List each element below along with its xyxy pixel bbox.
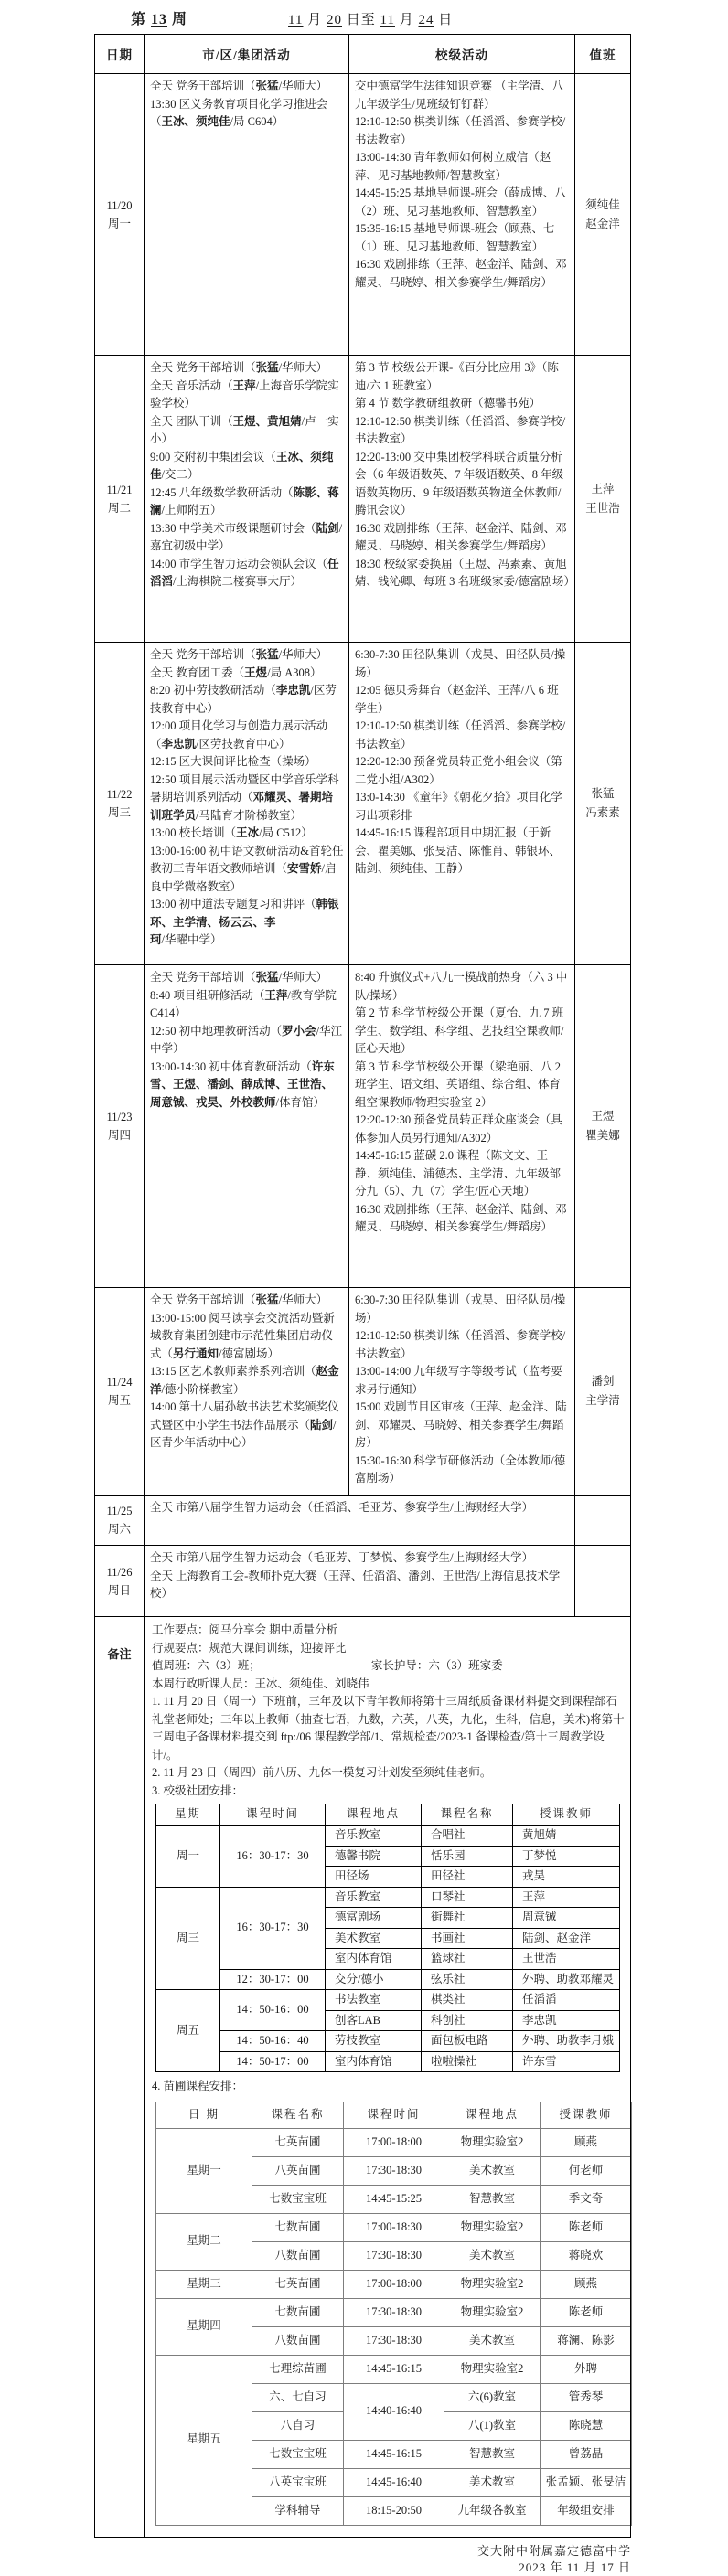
dates-text: 日 (434, 13, 454, 27)
date-cell (95, 356, 145, 643)
table-cell: 许东雪 (513, 2051, 620, 2072)
conduct-points-line: 行规要点：规范大课间训练，迎接评比 (152, 1641, 347, 1655)
dates-number: 11 (380, 13, 395, 27)
table-cell: 张孟颖、张旻洁 (541, 2468, 632, 2496)
table-cell: 17:30-18:30 (344, 2326, 444, 2355)
table-cell: 劳技教室 (326, 2031, 422, 2052)
dates-number: 24 (418, 13, 434, 27)
table-cell: 外聘、助教李月娥 (513, 2031, 620, 2052)
date-value: 11/23 (106, 1111, 133, 1123)
page-footer (0, 2543, 631, 2576)
table-cell: 任滔滔 (513, 1990, 620, 2011)
week-text: 第 (131, 12, 152, 27)
activity-entry: 12:20-13:00 交中集团校学科联合质量分析会（6 年级语数英、7 年级语数英、8 年级语数英物历、9 年级语数英物道全体教师/腾讯会议） (355, 450, 564, 516)
table-cell: 美术教室 (444, 2326, 541, 2355)
table-cell: 曾荔晶 (541, 2440, 632, 2468)
district-activities-cell (145, 74, 349, 356)
issue-date: 2023 年 11 月 17 日 (519, 2560, 631, 2574)
activity-entry: 15:35-16:15 基地导师课-班会（顾燕、七（1）班、见习基地教师、智慧教室） (355, 222, 555, 253)
table-cell: 音乐教室 (326, 1826, 422, 1847)
activity-entry: 15:00 戏剧节目区审核（王萍、赵金洋、陆剑、邓耀灵、马晓婷、相关参赛学生/舞蹈房） (355, 1400, 567, 1449)
table-row (156, 1887, 620, 1908)
table-row (156, 2298, 632, 2326)
table-cell: 美术教室 (444, 2156, 541, 2185)
activity-entry: 12:45 八年级数学教研活动（陈影、蒋澜/上师附五） (150, 485, 339, 516)
table-cell: 学科辅导 (252, 2496, 344, 2525)
note-item-2: 2. 11 月 23 日（周四）前八历、九体一模复习计划发至须纯佳老师。 (152, 1766, 492, 1779)
table-cell: 16：30-17：30 (220, 1887, 326, 1969)
activity-entry: 6:30-7:30 田径队集训（戎昊、田径队员/操场） (355, 648, 566, 679)
col-header-district-activities: 市/区/集团活动 (145, 35, 349, 74)
table-cell: 街舞社 (422, 1908, 513, 1929)
table-cell: 14:45-16:15 (344, 2440, 444, 2468)
table-cell: 七数苗圃 (252, 2213, 344, 2241)
remarks-label: 备注 (95, 1617, 145, 2538)
activity-entry: 13:15 区艺术教师素养系列培训（赵金洋/德小阶梯教室） (150, 1365, 339, 1396)
table-cell: 14：50-17：00 (220, 2051, 326, 2072)
merged-activities-cell (145, 1546, 575, 1617)
column-header: 授课教师 (541, 2102, 632, 2128)
table-cell: 周三 (156, 1887, 220, 1990)
parent-escort: 家长护导：六（3）班家委 (370, 1659, 503, 1672)
activity-entry: 9:00 交附初中集团会议（王冰、须纯佳/交二） (150, 450, 334, 481)
activity-entry: 6:30-7:30 田径队集训（戎昊、田径队员/操场） (355, 1293, 566, 1325)
activity-entry: 12:00 项目化学习与创造力展示活动（李忠凯/区劳技教育中心） (150, 719, 328, 750)
date-value: 11/21 (106, 483, 133, 496)
table-cell: 14:45-16:40 (344, 2468, 444, 2496)
date-cell (95, 1546, 145, 1617)
date-cell (95, 1496, 145, 1546)
column-header: 课程名称 (422, 1804, 513, 1826)
activity-entry: 全天 音乐活动（王萍/上海音乐学院实验学校） (150, 378, 339, 410)
duty-cell (575, 1546, 631, 1617)
school-activities-cell (349, 1288, 575, 1496)
activity-entry: 全天 上海教育工会-教师扑克大赛（王萍、任滔滔、潘剑、王世浩/上海信息技术学校） (150, 1569, 561, 1600)
weekday-value: 周二 (107, 501, 131, 515)
table-cell: 王世浩 (513, 1949, 620, 1970)
table-row (156, 2031, 620, 2052)
duty-name: 须纯佳 (585, 197, 620, 211)
duty-name: 主学清 (585, 1394, 620, 1407)
duty-cell (575, 356, 631, 643)
table-cell: 星期三 (156, 2270, 252, 2298)
table-cell: 六(6)教室 (444, 2383, 541, 2411)
activity-entry: 13:00-16:00 初中语文教研活动&首轮任教初三青年语文教师培训（安雪娇/启良中学微格教室） (150, 844, 344, 893)
table-cell: 德馨书院 (326, 1846, 422, 1867)
duty-name: 瞿美娜 (585, 1129, 620, 1142)
table-cell: 美术教室 (444, 2468, 541, 2496)
table-cell: 音乐教室 (326, 1887, 422, 1908)
duty-cell (575, 965, 631, 1288)
nursery-schedule-table (155, 2102, 632, 2526)
table-cell: 周意铖 (513, 1908, 620, 1929)
table-cell: 美术教室 (326, 1928, 422, 1949)
table-cell: 八自习 (252, 2411, 344, 2440)
date-value: 11/22 (106, 788, 133, 801)
title-bar (94, 7, 654, 28)
table-cell: 17:30-18:30 (344, 2156, 444, 2185)
note-item-1: 1. 11 月 20 日（周一）下班前，三年及以下青年教师将第十三周纸质备课材料提交到课程部石礼堂老师处；三年以上教师（抽查七语，九数，六英，八英，九化，生科，信息，美术)将第十三周电子备课材料提交到 ftp:/06 课程教学部/1、常规检查/2023-1 备课检查/第十三周教学设计/。 (152, 1695, 625, 1762)
page-title-week (131, 7, 187, 28)
table-cell: 陈老师 (541, 2213, 632, 2241)
date-cell (95, 74, 145, 356)
table-cell: 科创社 (422, 2010, 513, 2031)
week-duty-class: 值周班：六（3）班； (152, 1659, 261, 1672)
table-row (156, 2128, 632, 2156)
table-cell: 17:00-18:00 (344, 2270, 444, 2298)
activity-entry: 8:20 初中劳技教研活动（李忠凯/区劳技教育中心） (150, 684, 337, 715)
table-cell: 14:40-16:40 (344, 2383, 444, 2440)
table-cell: 七数苗圃 (252, 2298, 344, 2326)
district-activities-cell (145, 356, 349, 643)
activity-entry: 13:00-14:30 初中体育教研活动（许东雪、王煜、潘剑、薛成博、王世浩、周意铖、戎昊、外校教师/体育馆） (150, 1059, 335, 1109)
duty-name: 王萍 (591, 482, 615, 495)
table-cell: 14:45-15:25 (344, 2185, 444, 2213)
club-schedule-label: 3. 校级社团安排： (152, 1783, 244, 1797)
date-value: 11/24 (106, 1376, 133, 1389)
week-text: 周 (167, 12, 188, 27)
col-header-school-activities: 校级活动 (349, 35, 575, 74)
table-cell: 篮球社 (422, 1949, 513, 1970)
table-cell: 物理实验室2 (444, 2270, 541, 2298)
table-cell: 周一 (156, 1826, 220, 1888)
table-cell: 17:00-18:00 (344, 2128, 444, 2156)
table-cell: 外聘、助教邓耀灵 (513, 1969, 620, 1990)
duty-cell (575, 643, 631, 965)
activity-entry: 14:45-15:25 基地导师课-班会（薛成博、八（2）班、见习基地教师、智慧教室） (355, 186, 566, 218)
activity-entry: 13:0-14:30 《童年》《朝花夕拾》项目化学习出项彩排 (355, 791, 562, 822)
schedule-row (95, 1288, 631, 1496)
table-cell: 星期五 (156, 2355, 252, 2525)
table-cell: 外聘 (541, 2355, 632, 2383)
table-cell: 星期一 (156, 2128, 252, 2213)
activity-entry: 12:10-12:50 棋类训练（任滔滔、参赛学校/书法教室） (355, 1329, 566, 1360)
activity-entry: 13:00 初中道法专题复习和讲评（韩银环、主学清、杨云云、李珂/华曜中学） (150, 898, 339, 946)
table-cell: 管秀琴 (541, 2383, 632, 2411)
date-cell (95, 965, 145, 1288)
column-header: 日 期 (156, 2102, 252, 2128)
school-activities-cell (349, 965, 575, 1288)
table-cell: 智慧教室 (444, 2440, 541, 2468)
table-row (156, 1826, 620, 1847)
table-cell: 戎昊 (513, 1867, 620, 1888)
activity-entry: 第 3 节 校级公开课-《百分比应用 3》（陈迪/六 1 班教室） (355, 361, 559, 392)
column-header: 课程时间 (344, 2102, 444, 2128)
table-cell: 棋类社 (422, 1990, 513, 2011)
duty-name: 张猛 (591, 787, 615, 800)
table-cell: 九年级各教室 (444, 2496, 541, 2525)
duty-class-line (152, 1657, 625, 1676)
activity-entry: 16:30 戏剧排练（王萍、赵金洋、陆剑、邓耀灵、马晓婷、相关参赛学生/舞蹈房） (355, 258, 567, 289)
page-title-dates (288, 9, 453, 28)
column-header: 星期 (156, 1804, 220, 1826)
column-header: 课程名称 (252, 2102, 344, 2128)
table-cell: 12：30-17：00 (220, 1969, 326, 1990)
activity-entry: 16:30 戏剧排练（王萍、赵金洋、陆剑、邓耀灵、马晓婷、相关参赛学生/舞蹈房） (355, 521, 567, 552)
table-cell: 王萍 (513, 1887, 620, 1908)
remarks-row (95, 1617, 631, 2538)
table-cell: 物理实验室2 (444, 2355, 541, 2383)
work-points-line: 工作要点：阅马分享会 期中质量分析 (152, 1623, 338, 1636)
table-cell: 德富剧场 (326, 1908, 422, 1929)
table-cell: 弦乐社 (422, 1969, 513, 1990)
activity-entry: 全天 党务干部培训（张猛/华师大） (150, 361, 328, 374)
table-cell: 蒋晓欢 (541, 2241, 632, 2270)
table-cell: 物理实验室2 (444, 2213, 541, 2241)
table-cell: 七数宝宝班 (252, 2440, 344, 2468)
table-cell: 室内体育馆 (326, 1949, 422, 1970)
table-cell: 田径场 (326, 1867, 422, 1888)
activity-entry: 第 3 节 科学节校级公开课（梁艳丽、八 2 班学生、语文组、英语组、综合组、体育组空课教师/物理实验室 2） (355, 1059, 562, 1109)
activity-entry: 第 4 节 数学教研组教研（德馨书苑） (355, 397, 541, 410)
weekday-value: 周一 (107, 217, 131, 230)
duty-name: 王煜 (591, 1110, 615, 1123)
date-value: 11/25 (106, 1505, 133, 1517)
activity-entry: 13:00-15:00 阅马读享会交流活动暨新城教育集团创建市示范性集团启动仪式（另行通知/德富剧场） (150, 1311, 335, 1360)
activity-entry: 全天 市第八届学生智力运动会（毛亚芳、丁梦悦、参赛学生/上海财经大学） (150, 1551, 534, 1564)
table-cell: 陈晓慧 (541, 2411, 632, 2440)
club-schedule-table (155, 1804, 620, 2072)
schedule-row (95, 356, 631, 643)
table-cell: 18:15-20:50 (344, 2496, 444, 2525)
school-activities-cell (349, 74, 575, 356)
activity-entry: 全天 党务干部培训（张猛/华师大） (150, 1293, 328, 1306)
table-cell: 蒋澜、陈影 (541, 2326, 632, 2355)
dates-number: 11 (288, 13, 304, 27)
activity-entry: 12:15 区大课间评比检查（操场） (150, 755, 316, 768)
date-value: 11/26 (106, 1565, 133, 1579)
table-cell: 陆剑、赵金洋 (513, 1928, 620, 1949)
activity-entry: 13:30 区义务教育项目化学习推进会（王冰、须纯佳/局 C604） (150, 97, 328, 128)
activity-entry: 14:45-16:15 蓝碳 2.0 课程（陈文文、王静、须纯佳、浦德杰、主学清、九年级部分九（5）、九（7）学生/匠心天地） (355, 1149, 562, 1198)
activity-entry: 12:50 项目展示活动暨区中学音乐学科暑期培训系列活动（邓耀灵、暑期培训班学员/马陆育才阶梯教室） (150, 772, 339, 822)
activity-entry: 12:10-12:50 棋类训练（任滔滔、参赛学校/书法教室） (355, 414, 566, 445)
dates-text: 日至 (342, 13, 380, 27)
column-header: 课程地点 (444, 2102, 541, 2128)
date-cell (95, 1288, 145, 1496)
district-activities-cell (145, 1288, 349, 1496)
activity-entry: 全天 市第八届学生智力运动会（任滔滔、毛亚芳、参赛学生/上海财经大学） (150, 1501, 534, 1514)
duty-name: 赵金洋 (585, 217, 620, 230)
table-cell: 14：50-16：40 (220, 2031, 326, 2052)
column-header: 授课教师 (513, 1804, 620, 1826)
class-observers-line: 本周行政听课人员：王冰、须纯佳、刘晓伟 (152, 1677, 369, 1690)
table-cell: 七理综苗圃 (252, 2355, 344, 2383)
table-cell: 16：30-17：30 (220, 1826, 326, 1888)
table-row (156, 2051, 620, 2072)
table-cell: 七英苗圃 (252, 2270, 344, 2298)
district-activities-cell (145, 965, 349, 1288)
schedule-row (95, 965, 631, 1288)
table-cell: 陈老师 (541, 2298, 632, 2326)
table-cell: 合唱社 (422, 1826, 513, 1847)
merged-activities-cell (145, 1496, 575, 1546)
table-cell: 顾燕 (541, 2128, 632, 2156)
table-row (156, 1969, 620, 1990)
activity-entry: 14:00 市学生智力运动会领队会议（任滔滔/上海棋院二楼赛事大厅） (150, 557, 339, 588)
table-cell: 美术教室 (444, 2241, 541, 2270)
col-header-duty: 值班 (575, 35, 631, 74)
activity-entry: 8:40 升旗仪式+八九一模战前热身（六 3 中队/操场） (355, 971, 568, 1002)
table-cell: 六、七自习 (252, 2383, 344, 2411)
date-cell (95, 643, 145, 965)
table-cell: 李忠凯 (513, 2010, 620, 2031)
activity-entry: 16:30 戏剧排练（王萍、赵金洋、陆剑、邓耀灵、马晓婷、相关参赛学生/舞蹈房） (355, 1202, 567, 1233)
weekday-value: 周四 (107, 1129, 131, 1142)
weekday-value: 周三 (107, 806, 131, 819)
table-cell: 室内体育馆 (326, 2051, 422, 2072)
activity-entry: 13:00-14:00 九年级写字等级考试（监考要求另行通知） (355, 1365, 562, 1396)
school-activities-cell (349, 643, 575, 965)
dates-number: 20 (327, 13, 342, 27)
table-cell: 口琴社 (422, 1887, 513, 1908)
table-cell: 八数苗圃 (252, 2241, 344, 2270)
duty-cell (575, 74, 631, 356)
table-cell: 创客LAB (326, 2010, 422, 2031)
activity-entry: 全天 教育团工委（王煜/局 A308） (150, 665, 322, 679)
table-cell: 14：50-16：00 (220, 1990, 326, 2031)
table-cell: 周五 (156, 1990, 220, 2072)
weekday-value: 周六 (107, 1523, 131, 1536)
table-cell: 田径社 (422, 1867, 513, 1888)
table-cell: 七数宝宝班 (252, 2185, 344, 2213)
nursery-schedule-label: 4. 苗圃课程安排： (152, 2080, 244, 2092)
schedule-row (95, 1546, 631, 1617)
table-cell: 星期二 (156, 2213, 252, 2270)
table-cell: 何老师 (541, 2156, 632, 2185)
dates-text: 月 (303, 13, 327, 27)
activity-entry: 12:20-12:30 预备党员转正群众座谈会（具体参加人员另行通知/A302） (355, 1113, 562, 1144)
table-cell: 啦啦操社 (422, 2051, 513, 2072)
activity-entry: 第 2 节 科学节校级公开课（夏怡、九 7 班学生、数学组、科学组、艺技组空课教师/匠心天地） (355, 1006, 564, 1055)
table-cell: 年级组安排 (541, 2496, 632, 2525)
table-row (156, 1990, 620, 2011)
activity-entry: 全天 党务干部培训（张猛/华师大） (150, 648, 328, 661)
table-cell: 书法教室 (326, 1990, 422, 2011)
table-cell: 17:30-18:30 (344, 2298, 444, 2326)
duty-name: 王世浩 (585, 501, 620, 515)
activity-entry: 全天 党务干部培训（张猛/华师大） (150, 80, 328, 92)
activity-entry: 12:05 德贝秀舞台（赵金洋、王萍/八 6 班学生） (355, 684, 559, 715)
table-row (156, 2213, 632, 2241)
activity-entry: 12:50 初中地理教研活动（罗小会/华江中学） (150, 1024, 343, 1055)
duty-cell (575, 1288, 631, 1496)
activity-entry: 13:00-14:30 青年教师如何树立威信（赵萍、见习基地教师/智慧教室） (355, 151, 551, 182)
week-number: 13 (151, 12, 168, 27)
col-header-date: 日期 (95, 35, 145, 74)
table-cell: 14:45-16:15 (344, 2355, 444, 2383)
table-cell: 八数苗圃 (252, 2326, 344, 2355)
table-row (156, 2355, 632, 2383)
table-cell: 顾燕 (541, 2270, 632, 2298)
table-header-row (156, 1804, 620, 1826)
activity-entry: 12:10-12:50 棋类训练（任滔滔、参赛学校/书法教室） (355, 115, 566, 146)
table-cell: 八英宝宝班 (252, 2468, 344, 2496)
table-cell: 物理实验室2 (444, 2298, 541, 2326)
table-cell: 17:30-18:30 (344, 2241, 444, 2270)
activity-entry: 全天 团队干训（王煜、黄旭婧/卢一实小） (150, 414, 339, 445)
schedule-header-row (95, 35, 631, 74)
table-cell: 交分/德小 (326, 1969, 422, 1990)
activity-entry: 15:30-16:30 科学节研修活动（全体教师/德富剧场） (355, 1453, 566, 1485)
activity-entry: 全天 党务干部培训（张猛/华师大） (150, 971, 328, 984)
table-cell: 丁梦悦 (513, 1846, 620, 1867)
remarks-content (145, 1617, 631, 2538)
activity-entry: 13:30 中学美术市级课题研讨会（陆剑/嘉宜初级中学） (150, 521, 343, 552)
table-cell: 季文奇 (541, 2185, 632, 2213)
table-cell: 恬乐园 (422, 1846, 513, 1867)
activity-entry: 13:00 校长培训（王冰/局 C512） (150, 826, 313, 839)
weekly-schedule-table (94, 34, 631, 2538)
table-cell: 物理实验室2 (444, 2128, 541, 2156)
table-row (156, 2270, 632, 2298)
table-cell: 星期四 (156, 2298, 252, 2355)
duty-cell (575, 1496, 631, 1546)
schedule-row (95, 1496, 631, 1546)
dates-text: 月 (394, 13, 419, 27)
weekday-value: 周日 (107, 1583, 131, 1597)
duty-name: 潘剑 (591, 1375, 615, 1388)
table-header-row (156, 2102, 632, 2128)
table-cell: 黄旭婧 (513, 1826, 620, 1847)
activity-entry: 14:00 第十八届孙敏书法艺术奖颁奖仪式暨区中小学生书法作品展示（陆剑/区青少年活动中心） (150, 1400, 339, 1449)
schedule-row (95, 643, 631, 965)
duty-name: 冯素素 (585, 806, 620, 819)
activity-entry: 交中德富学生法律知识竞赛 （主学清、八九年级学生/见班级钉钉群） (355, 80, 564, 111)
table-cell: 八(1)教室 (444, 2411, 541, 2440)
date-value: 11/20 (106, 198, 133, 212)
column-header: 课程时间 (220, 1804, 326, 1826)
table-cell: 智慧教室 (444, 2185, 541, 2213)
table-cell: 17:00-18:30 (344, 2213, 444, 2241)
table-cell: 八英苗圃 (252, 2156, 344, 2185)
school-activities-cell (349, 356, 575, 643)
table-cell: 七英苗圃 (252, 2128, 344, 2156)
activity-entry: 12:20-12:30 预备党员转正党小组会议（第二党小组/A302） (355, 755, 562, 786)
district-activities-cell (145, 643, 349, 965)
schedule-row (95, 74, 631, 356)
activity-entry: 18:30 校级家委换届（王煜、冯素素、黄旭婧、钱沁卿、每班 3 名班级家委/德富剧场） (355, 557, 575, 588)
activity-entry: 8:40 项目组研修活动（王萍/教育学院 C414） (150, 988, 337, 1019)
activity-entry: 14:45-16:15 课程部项目中期汇报（于新会、瞿美娜、张旻洁、陈惟肖、韩银环、陆剑、须纯佳、王静） (355, 826, 562, 875)
weekday-value: 周五 (107, 1394, 131, 1407)
school-name: 交大附中附属嘉定德富中学 (476, 2543, 631, 2558)
table-cell: 书画社 (422, 1928, 513, 1949)
table-cell: 面包板电路 (422, 2031, 513, 2052)
activity-entry: 12:10-12:50 棋类训练（任滔滔、参赛学校/书法教室） (355, 719, 566, 750)
column-header: 课程地点 (326, 1804, 422, 1826)
